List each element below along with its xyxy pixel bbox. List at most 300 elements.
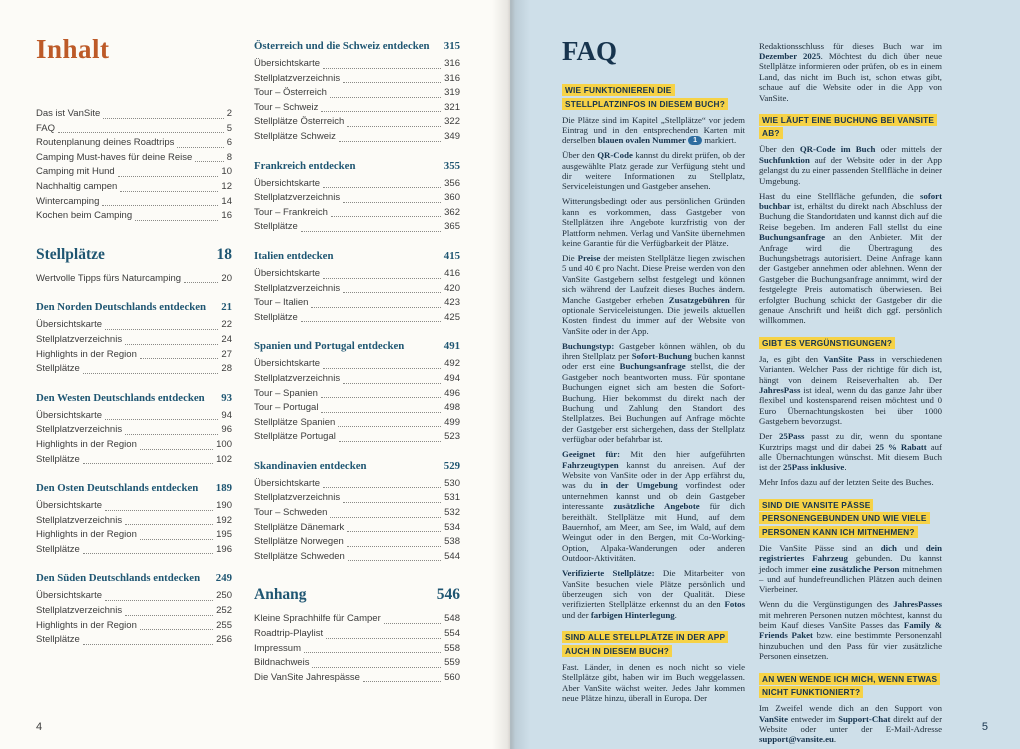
toc-dot-leader (330, 517, 441, 518)
toc-entry-page: 100 (216, 438, 232, 450)
bold-text: sofort buchbar (759, 190, 942, 211)
toc-entry-label: Kochen beim Camping (36, 210, 133, 222)
toc-entry-label: Bildnachweis (254, 657, 310, 669)
toc-dot-leader (105, 419, 218, 420)
toc-entry-label: Stellplatzverzeichnis (254, 72, 341, 84)
toc-dot-leader (347, 126, 441, 127)
toc-dot-leader (120, 191, 218, 192)
toc-entry-label: Wertvolle Tipps fürs Naturcamping (36, 272, 182, 284)
toc-entry (254, 282, 460, 297)
toc-entry (254, 357, 460, 372)
toc-dot-leader (323, 187, 441, 188)
toc-entry (254, 656, 460, 671)
toc-entry-label: Übersichtskarte (254, 477, 320, 489)
toc-entry-label: FAQ (36, 122, 56, 134)
toc-heading-label: Spanien und Portugal entdecken (254, 340, 405, 353)
toc-entry-label: Übersichtskarte (36, 409, 102, 421)
toc-entry (254, 506, 460, 521)
toc-columns (0, 0, 510, 685)
toc-entry (36, 362, 232, 377)
toc-entry (36, 604, 232, 619)
toc-column-1-wrap (36, 34, 232, 685)
bold-text: eine zusätzliche Person (811, 563, 900, 574)
toc-dot-leader (58, 132, 224, 133)
toc-entry-page: 20 (221, 272, 232, 284)
toc-column-2-wrap (254, 34, 460, 685)
toc-entry-page: 96 (221, 424, 232, 436)
toc-dot-leader (330, 97, 441, 98)
toc-dot-leader (323, 68, 441, 69)
toc-heading-page: 21 (221, 301, 232, 314)
faq-paragraph: Die VanSite Pässe sind an dich und dein registriertes Fahrzeug gebunden. Du kannst jedoch immer eine zusätzliche Person mitnehmen – und auf hundefreundlichen Plätzen auch deinen Vierbeiner. (759, 542, 943, 595)
faq-question-highlight: SIND DIE VANSITE PÄSSE PERSONENGEBUNDEN UND WIE VIELE PERSONEN KANN ICH MITNEHMEN? (759, 499, 930, 538)
toc-entry (254, 491, 460, 506)
toc-heading-page: 355 (443, 159, 460, 172)
toc-entry-page: 554 (444, 628, 460, 640)
toc-entry-page: 5 (226, 122, 232, 134)
toc-entry-label: Tour – Portugal (254, 402, 319, 414)
toc-entry (36, 409, 232, 424)
toc-dot-leader (384, 623, 441, 624)
toc-entry-label: Stellplätze (254, 221, 298, 233)
faq-paragraph: Der 25Pass passt zu dir, wenn du spontane Kurztrips magst und dir dabei 25 % Rabatt auf alle Übernachtungen wünschst. Mit diesem Buch ist der 25Pass inklusive. (759, 431, 942, 473)
page-number-left: 4 (36, 721, 43, 733)
faq-column-2 (759, 36, 942, 745)
bold-text: JahresPasses (893, 599, 942, 610)
toc-entry-label: Stellplätze Spanien (254, 416, 336, 428)
faq-paragraph: Geeignet für: Mit den hier aufgeführten Fahrzeugtypen kannst du anreisen. Auf der Website von VanSite oder in der App erfährst du, was du in der Umgebung vorfindest oder unternehmen kannst und ob dein Gastgeber interessante zusätzliche Angebote für dich bereithält. Stellplätze mit Hund, auf dem Bauernhof, am Meer, am See, im Wald, auf dem Weingut oder in den Bergen, mit Co-Working-Option, Alpaka-Wanderungen oder anderen Outdoor-Aktivitäten. (562, 449, 746, 564)
toc-dot-leader (105, 329, 218, 330)
bold-text: Preise (577, 252, 601, 263)
toc-dot-leader (118, 176, 219, 177)
toc-entry-label: Stellplätze Portugal (254, 431, 336, 443)
toc-dot-leader (323, 368, 441, 369)
toc-entry-page: 24 (221, 333, 232, 345)
toc-dot-leader (140, 629, 213, 630)
toc-entry (36, 136, 232, 151)
toc-entry (254, 267, 460, 282)
bold-text: Buchungsanfrage (619, 361, 686, 372)
toc-entry-page: 192 (216, 514, 232, 526)
toc-entry-page: 548 (444, 613, 460, 625)
toc-entry-page: 8 (226, 151, 232, 163)
toc-dot-leader (184, 282, 218, 283)
toc-subsection-heading (254, 340, 460, 352)
faq-question-highlight: AN WEN WENDE ICH MICH, WENN ETWAS NICHT FUNKTIONIERT? (759, 673, 940, 699)
toc-entry (254, 311, 460, 326)
toc-dot-leader (321, 397, 441, 398)
toc-dot-leader (323, 278, 441, 279)
toc-dot-leader (331, 216, 441, 217)
bold-text: dein registriertes Fahrzeug (759, 542, 942, 564)
toc-entry-label: Stellplatzverzeichnis (36, 333, 123, 345)
toc-dot-leader (125, 615, 213, 616)
toc-entry-label: Tour – Schweden (254, 507, 328, 519)
bold-text: dich (880, 542, 897, 553)
toc-entry-page: 319 (444, 87, 460, 99)
toc-entry-label: Übersichtskarte (36, 590, 102, 602)
toc-entry-label: Highlights in der Region (36, 619, 137, 631)
toc-entry-label: Stellplätze (36, 453, 80, 465)
toc-heading-label: Österreich und die Schweiz entdecken (254, 40, 430, 52)
bold-text: QR-Code im Buch (799, 144, 876, 155)
toc-entry (254, 430, 460, 445)
toc-entry-label: Stellplätze (254, 311, 298, 323)
toc-subsection-heading (36, 392, 232, 404)
faq-question (759, 672, 942, 699)
toc-entry-label: Stellplatzverzeichnis (36, 424, 123, 436)
toc-dot-leader (83, 553, 213, 554)
toc-dot-leader (343, 383, 441, 384)
toc-dot-leader (321, 412, 441, 413)
toc-entry-page: 316 (444, 58, 460, 69)
page-number-right: 5 (981, 721, 988, 733)
toc-dot-leader (177, 147, 223, 148)
toc-entry-group (254, 267, 460, 325)
toc-entry-label: Tour – Schweiz (254, 101, 319, 113)
toc-entry-page: 496 (444, 387, 460, 399)
toc-section-heading (36, 246, 232, 264)
toc-entry (254, 550, 460, 565)
toc-entry-label: Stellplatzverzeichnis (254, 372, 341, 384)
toc-entry-page: 14 (221, 195, 232, 207)
toc-entry-page: 492 (444, 358, 460, 370)
toc-entry-label: Highlights in der Region (36, 348, 137, 360)
faq-paragraph: Witterungsbedingt oder aus persönlichen Gründen kann es vorkommen, dass Gastgeber von Stellplätzen ihre Angebote kurzfristig von der Plattform nehmen. Verlag und VanSite übernehmen keine Garantie für die Verfügbarkeit der Plätze. (562, 196, 745, 248)
toc-entry-page: 531 (444, 492, 460, 504)
bold-text: blauen ovalen Nummer (597, 135, 686, 146)
toc-entry (254, 612, 460, 627)
toc-heading-page: 491 (443, 340, 460, 353)
toc-entry-page: 523 (444, 431, 460, 443)
toc-entry-label: Kleine Sprachhilfe für Camper (254, 613, 381, 625)
bold-text: VanSite Pass (823, 353, 875, 364)
toc-dot-leader (343, 502, 441, 503)
toc-entry (254, 206, 460, 221)
faq-paragraph: Fast. Länder, in denen es noch nicht so viele Stellplätze gibt, haben wir im Buch weggelassen. Aber VanSite wächst weiter. Jedes Jahr kommen neue Plätze hinzu, überall in Europa. Der (562, 661, 745, 703)
toc-entry-label: Stellplatzverzeichnis (36, 514, 123, 526)
toc-entry (254, 57, 460, 72)
toc-entry-group (254, 57, 460, 145)
bold-text: JahresPass (759, 385, 801, 396)
bold-text: Sofort-Buchung (631, 351, 692, 362)
toc-dot-leader (339, 141, 441, 142)
toc-entry-group (36, 499, 232, 557)
toc-entry (254, 130, 460, 145)
toc-entry (36, 453, 232, 468)
faq-question-highlight: WIE FUNKTIONIEREN DIE STELLPLATZINFOS IN DIESEM BUCH? (562, 84, 728, 110)
toc-entry-page: 252 (216, 605, 232, 617)
toc-entry (254, 535, 460, 550)
toc-entry-label: Tour – Italien (254, 297, 309, 309)
toc-entry (36, 348, 232, 363)
toc-entry (254, 86, 460, 101)
faq-paragraph: Die Plätze sind im Kapitel „Stellplätze“ vor jedem Eintrag und in den entsprechenden Karten mit derselben blauen ovalen Nummer 1 markiert. (562, 114, 745, 146)
toc-entry-page: 196 (216, 543, 232, 555)
toc-heading-label: Frankreich entdecken (254, 159, 356, 172)
toc-dot-leader (312, 667, 441, 668)
toc-dot-leader (343, 82, 441, 83)
toc-entry (36, 499, 232, 514)
toc-subsection-heading (36, 572, 232, 584)
toc-dot-leader (195, 161, 223, 162)
toc-entry (254, 177, 460, 192)
toc-section-heading (254, 586, 460, 604)
toc-entry-page: 27 (221, 348, 232, 360)
toc-entry-label: Stellplätze Dänemark (254, 521, 345, 533)
toc-entry-page: 250 (216, 590, 232, 602)
toc-dot-leader (323, 487, 441, 488)
toc-entry-page: 425 (444, 311, 460, 323)
toc-heading-label: Den Norden Deutschlands entdecken (36, 301, 207, 314)
toc-entry-label: Stellplätze Österreich (254, 116, 345, 128)
faq-paragraph: Redaktionsschluss für dieses Buch war im Dezember 2025. Möchtest du dich über neue Stellplätze informieren oder prüfen, ob es in einem Land, das nicht im Buch ist, schon etwas gibt, schaue auf die Website oder in die App von VanSite. (759, 40, 942, 103)
toc-heading-page: 546 (436, 586, 460, 604)
toc-entry (254, 372, 460, 387)
toc-entry-page: 22 (221, 319, 232, 331)
bold-text: 25 % Rabatt (875, 441, 927, 452)
toc-entry-label: Stellplatzverzeichnis (36, 605, 123, 617)
toc-entry-label: Stellplatzverzeichnis (254, 282, 341, 294)
toc-entry-page: 494 (444, 372, 460, 384)
toc-entry-label: Routenplanung deines Roadtrips (36, 137, 175, 149)
blue-oval-number-badge: 1 (688, 136, 702, 145)
toc-entry (254, 387, 460, 402)
toc-heading-label: Den Osten Deutschlands entdecken (36, 482, 199, 495)
toc-heading-page: 249 (215, 572, 232, 585)
toc-entry (254, 671, 460, 686)
toc-entry-page: 94 (221, 409, 232, 421)
toc-heading-page: 529 (443, 459, 460, 472)
bold-text: Buchungsanfrage (759, 232, 825, 243)
toc-entry (36, 272, 232, 287)
toc-entry-label: Übersichtskarte (254, 267, 320, 279)
toc-entry-group (36, 318, 232, 376)
toc-entry-page: 6 (226, 137, 232, 149)
toc-entry-group (254, 612, 460, 685)
toc-entry-page: 360 (444, 192, 460, 204)
toc-entry (36, 333, 232, 348)
toc-entry-label: Übersichtskarte (254, 177, 320, 189)
toc-entry-page: 190 (216, 500, 232, 512)
toc-entry-page: 256 (216, 634, 232, 646)
faq-paragraph: Über den QR-Code kannst du direkt prüfen, ob der ausgewählte Platz gerade zur Verfügung steht und dir weitere Informationen zu Stellplatz, Serviceleistungen und Gastgeber ansehen. (562, 150, 746, 192)
toc-subsection-heading (36, 482, 232, 494)
toc-entry (254, 477, 460, 492)
toc-entry-page: 544 (444, 550, 460, 562)
toc-entry-label: Stellplätze Schweden (254, 550, 345, 562)
toc-dot-leader (304, 652, 441, 653)
toc-entry-page: 102 (216, 453, 232, 465)
faq-column-1-wrap (562, 36, 745, 745)
toc-entry-page: 423 (444, 297, 460, 309)
toc-entry-label: Stellplätze Norwegen (254, 536, 344, 548)
toc-dot-leader (301, 231, 441, 232)
toc-heading-label: Anhang (254, 586, 307, 604)
toc-dot-leader (140, 539, 213, 540)
bold-text: Buchungstyp: (562, 340, 615, 351)
toc-dot-leader (326, 638, 441, 639)
toc-dot-leader (105, 510, 213, 511)
bold-text: Support-Chat (838, 713, 891, 724)
faq-paragraph: Hast du eine Stellfläche gefunden, die sofort buchbar ist, erhältst du direkt nach Abschluss der Buchung die Standortdaten und kannst dich auf die Reise begeben. Im anderen Fall stellst du eine Buchungsanfrage an den Anbieter. Mit der Anfrage wird die Übertragung des Buchungsbetrags autorisiert. Deine Anfrage kann der Gastgeber annehmen oder ablehnen. Wenn der Gastgeber die Buchungsanfrage annimmt, wird der festgelegte Preis automatisch überwiesen. Bei erfolgter Buchung schickt der Gastgeber dir die genaue Anschrift und heißt dich ggf. persönlich willkommen. (759, 190, 942, 326)
toc-column-1 (36, 107, 232, 648)
toc-entry-label: Camping mit Hund (36, 166, 115, 178)
toc-entry (254, 627, 460, 642)
toc-dot-leader (301, 321, 441, 322)
toc-entry (36, 107, 232, 122)
toc-entry-label: Highlights in der Region (36, 438, 137, 450)
toc-entry (254, 401, 460, 416)
bold-text: Family & Friends Paket (759, 620, 942, 641)
toc-entry-label: Stellplätze (36, 543, 80, 555)
bold-text: zusätzliche Angebote (613, 501, 700, 512)
toc-entry (36, 195, 232, 210)
toc-dot-leader (102, 205, 218, 206)
toc-entry-page: 321 (444, 101, 460, 113)
toc-entry-page: 2 (226, 108, 232, 119)
bold-text: 25Pass inklusive (782, 462, 845, 473)
toc-dot-leader (348, 560, 441, 561)
faq-title: FAQ (562, 36, 617, 66)
toc-entry-page: 349 (444, 130, 460, 142)
toc-entry-group (36, 409, 232, 467)
toc-entry-page: 532 (444, 507, 460, 519)
bold-text: 25Pass (779, 431, 805, 442)
toc-dot-leader (338, 426, 441, 427)
toc-dot-leader (103, 118, 223, 119)
bold-text: Dezember 2025 (759, 50, 821, 61)
toc-entry-page: 498 (444, 402, 460, 414)
toc-heading-page: 93 (221, 391, 232, 404)
toc-entry (36, 122, 232, 137)
toc-entry-label: Roadtrip-Playlist (254, 628, 324, 640)
toc-heading-label: Den Süden Deutschlands entdecken (36, 572, 201, 585)
toc-dot-leader (105, 600, 213, 601)
faq-page (510, 0, 1020, 749)
toc-entry-label: Tour – Frankreich (254, 206, 328, 218)
toc-entry (254, 101, 460, 116)
toc-entry-label: Camping Must-haves für deine Reise (36, 151, 193, 163)
toc-entry (36, 180, 232, 195)
faq-question (759, 113, 942, 140)
faq-paragraph: Die Preise der meisten Stellplätze liegen zwischen 5 und 40 € pro Nacht. Diese Preise werden von den VanSite Gastgebern selbst festgelegt und können sich während der Laufzeit dieses Buches ändern. Manche Gastgeber erheben Zusatzgebühren für optionale Serviceleistungen. Die jeweils aktuellen Kosten findest du immer auf der Website von VanSite oder in der App. (562, 252, 745, 336)
toc-dot-leader (140, 358, 219, 359)
toc-entry-label: Die VanSite Jahrespässe (254, 671, 360, 683)
toc-entry (36, 528, 232, 543)
toc-entry (36, 514, 232, 529)
bold-text: Fahrzeugtypen (562, 459, 619, 470)
toc-heading-label: Stellplätze (36, 245, 105, 263)
faq-paragraph: Wenn du die Vergünstigungen des JahresPasses mit mehreren Personen nutzen möchtest, kannst du beim Kauf dieses VanSite Passes das Family & Friends Paket bzw. eine bestimmte Personenzahl hinzubuchen und den Pass für vier zusätzliche Personen einsetzen. (759, 599, 942, 662)
toc-entry (36, 318, 232, 333)
toc-subsection-heading (254, 40, 460, 52)
toc-dot-leader (125, 344, 218, 345)
toc-dot-leader (339, 441, 441, 442)
toc-entry (36, 423, 232, 438)
faq-question (562, 630, 745, 657)
toc-entry-label: Übersichtskarte (254, 58, 320, 69)
toc-entry (36, 619, 232, 634)
toc-heading-page: 315 (443, 40, 460, 52)
faq-paragraph: Verifizierte Stellplätze: Die Mitarbeiter von VanSite besuchen viele Plätze persönlich und überzeugen sich von der Qualität. Diese verifizierten Stellplätze erkennst du an den Fotos und der farbigen Hinterlegung. (562, 568, 745, 620)
toc-heading-page: 415 (443, 249, 460, 262)
toc-entry (254, 220, 460, 235)
toc-entry-page: 12 (221, 180, 232, 192)
toc-dot-leader (125, 524, 213, 525)
faq-paragraph: Über den QR-Code im Buch oder mittels der Suchfunktion auf der Website oder in der App gelangst du zu einer passenden Stellfläche in deiner Umgebung. (759, 144, 942, 186)
toc-entry-label: Übersichtskarte (254, 358, 320, 370)
toc-entry-page: 10 (221, 166, 232, 178)
toc-entry (36, 165, 232, 180)
toc-heading-label: Skandinavien entdecken (254, 459, 367, 472)
toc-entry-page: 416 (444, 267, 460, 279)
toc-entry-label: Stellplätze (36, 363, 80, 375)
bold-text: in der Umgebung (600, 480, 678, 491)
toc-entry-page: 16 (221, 210, 232, 222)
toc-entry-page: 538 (444, 536, 460, 548)
bold-text: Suchfunktion (759, 154, 810, 165)
toc-entry-page: 362 (444, 206, 460, 218)
toc-entry (254, 191, 460, 206)
toc-dot-leader (125, 434, 218, 435)
toc-entry (36, 438, 232, 453)
toc-heading-label: Italien entdecken (254, 249, 334, 262)
toc-entry-group (36, 589, 232, 647)
toc-entry-label: Stellplatzverzeichnis (254, 192, 341, 204)
toc-entry-label: Übersichtskarte (36, 319, 102, 331)
toc-entry (36, 151, 232, 166)
toc-entry-label: Wintercamping (36, 195, 100, 207)
toc-dot-leader (343, 292, 441, 293)
faq-paragraph: Buchungstyp: Gastgeber können wählen, ob du ihren Stellplatz per Sofort-Buchung buchen kannst oder erst eine Buchungsanfrage stellst, die der Gastgeber noch beantworten muss. Für spontane Buchungen eignet sich am besten die Sofort-Buchung. Hier bekommst du direkt nach der Buchung und Zahlung den Standort des Stellplatzes. Bei Buchungen auf Anfrage möchte der Gastgeber erst sichergehen, dass der Stellplatz verfügbar oder befahrbar ist. (562, 340, 745, 445)
bold-text: Zusatzgebühren (668, 294, 730, 305)
toc-entry (254, 416, 460, 431)
faq-columns (510, 0, 1020, 745)
toc-entry-label: Das ist VanSite (36, 108, 101, 119)
faq-column-1 (562, 83, 745, 703)
toc-heading-page: 18 (216, 245, 232, 263)
faq-paragraph: Ja, es gibt den VanSite Pass in verschiedenen Varianten. Welcher Pass der richtige für dich ist, hängt von deinem Reiseverhalten ab. Der JahresPass ist ideal, wenn du das ganze Jahr über flexibel und kostensparend reisen möchtest und 0 Euro Übernachtungskosten bei über 1000 Gastgebern bevorzugst. (759, 353, 942, 427)
faq-question-highlight: GIBT ES VERGÜNSTIGUNGEN? (759, 337, 895, 349)
toc-entry (254, 642, 460, 657)
toc-entry-page: 195 (216, 529, 232, 541)
faq-question (759, 498, 942, 539)
toc-entry-group (254, 177, 460, 235)
toc-entry-page: 356 (444, 177, 460, 189)
toc-dot-leader (343, 202, 441, 203)
toc-subsection-heading (254, 250, 460, 262)
faq-paragraph: Mehr Infos dazu auf der letzten Seite des Buches. (759, 477, 934, 488)
toc-entry-group (254, 477, 460, 565)
toc-entry (36, 543, 232, 558)
toc-entry-label: Stellplatzverzeichnis (254, 492, 341, 504)
bold-text: support@vansite.eu (759, 734, 834, 745)
toc-subsection-heading (36, 301, 232, 313)
toc-subsection-heading (254, 160, 460, 172)
toc-entry-page: 365 (444, 221, 460, 233)
toc-column-2 (254, 40, 460, 685)
faq-question (759, 336, 942, 350)
toc-entry-label: Übersichtskarte (36, 500, 102, 512)
toc-dot-leader (321, 111, 441, 112)
toc-entry-page: 255 (216, 619, 232, 631)
toc-entry (36, 209, 232, 224)
toc-entry-page: 499 (444, 416, 460, 428)
toc-entry-label: Nachhaltig campen (36, 180, 118, 192)
toc-entry-page: 530 (444, 477, 460, 489)
toc-dot-leader (311, 307, 441, 308)
